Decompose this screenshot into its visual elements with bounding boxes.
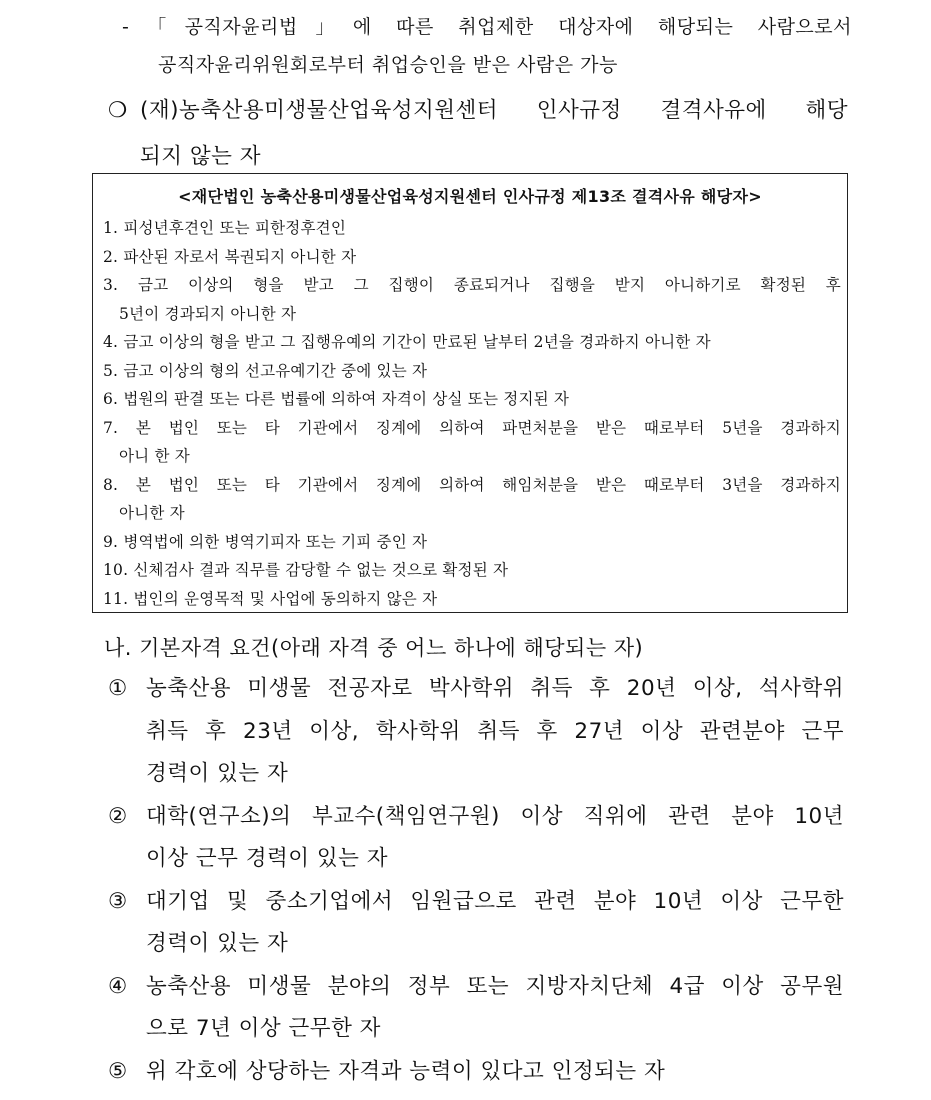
list-item — [103, 585, 841, 614]
requirement-line: 이상 근무 경력이 있는 자 — [146, 846, 389, 871]
list-item — [103, 385, 841, 414]
criterion-line-2: 되지 않는 자 — [140, 144, 262, 169]
list-item-text: 1. 피성년후견인 또는 피한정후견인 — [103, 219, 346, 237]
list-item — [103, 271, 841, 328]
requirement-line: 취득 후 23년 이상, 학사학위 취득 후 27년 이상 관련분야 근무 — [146, 718, 844, 744]
list-item-text: 3. 금고 이상의 형을 받고 그 집행이 종료되거나 집행을 받지 아니하기로 확정된 후 — [103, 276, 841, 294]
requirement-number: ② — [108, 803, 128, 829]
list-item-continuation: 아니 한 자 — [119, 447, 190, 465]
requirement-line: 대기업 및 중소기업에서 임원급으로 관련 분야 10년 이상 근무한 — [146, 888, 844, 914]
requirement-item — [108, 966, 844, 1051]
requirement-line: 위 각호에 상당하는 자격과 능력이 있다고 인정되는 자 — [146, 1058, 666, 1084]
list-item-text: 11. 법인의 운영목적 및 사업에 동의하지 않은 자 — [103, 589, 438, 608]
list-item-text: 2. 파산된 자로서 복권되지 아니한 자 — [103, 247, 357, 266]
list-item — [103, 357, 841, 386]
requirements-list — [108, 668, 844, 1093]
requirement-number: ① — [108, 676, 128, 701]
requirement-line: 농축산용 미생물 전공자로 박사학위 취득 후 20년 이상, 석사학위 — [146, 676, 844, 701]
section-heading: 나. 기본자격 요건(아래 자격 중 어느 하나에 해당되는 자) — [104, 636, 644, 660]
list-item — [103, 414, 841, 471]
requirement-line: 경력이 있는 자 — [146, 931, 289, 956]
list-item-text: 10. 신체검사 결과 직무를 감당할 수 없는 것으로 확정된 자 — [103, 561, 509, 579]
requirement-item — [108, 1051, 844, 1094]
requirement-line: 경력이 있는 자 — [146, 761, 289, 786]
list-item — [103, 214, 841, 243]
list-item-continuation: 아니한 자 — [119, 504, 185, 522]
requirement-line: 대학(연구소)의 부교수(책임연구원) 이상 직위에 관련 분야 10년 — [146, 803, 844, 829]
list-item-text: 6. 법원의 판결 또는 다른 법률에 의하여 자격이 상실 또는 정지된 자 — [103, 390, 570, 408]
requirement-number: ③ — [108, 888, 128, 914]
criterion-line-1: (재)농축산용미생물산업육성지원센터 인사규정 결격사유에 해당 — [140, 98, 848, 123]
list-item — [103, 243, 841, 272]
list-item-text: 5. 금고 이상의 형의 선고유예기간 중에 있는 자 — [103, 361, 428, 380]
requirement-line: 으로 7년 이상 근무한 자 — [146, 1016, 381, 1041]
requirement-item — [108, 881, 844, 966]
note-line-2: 공직자윤리위원회로부터 취업승인을 받은 사람은 가능 — [158, 54, 618, 76]
requirement-number: ④ — [108, 973, 128, 999]
list-item — [103, 471, 841, 528]
requirement-line: 농축산용 미생물 분야의 정부 또는 지방자치단체 4급 이상 공무원 — [146, 973, 844, 999]
list-item — [103, 556, 841, 585]
disqualification-list — [103, 214, 841, 613]
note-line-1: -「공직자윤리법」에 따른 취업제한 대상자에 해당되는 사람으로서 — [122, 16, 852, 38]
list-item-text: 7. 본 법인 또는 타 기관에서 징계에 의하여 파면처분을 받은 때로부터 5년을 경과하지 — [103, 418, 841, 437]
box-title: <재단법인 농축산용미생물산업육성지원센터 인사규정 제13조 결격사유 해당자> — [178, 187, 762, 206]
list-item — [103, 528, 841, 557]
disqualification-box — [92, 173, 848, 613]
requirement-item — [108, 796, 844, 881]
requirement-item — [108, 668, 844, 796]
circle-bullet-icon: ❍ — [108, 98, 128, 123]
list-item — [103, 328, 841, 357]
requirement-number: ⑤ — [108, 1058, 128, 1084]
list-item-continuation: 5년이 경과되지 아니한 자 — [119, 304, 297, 323]
disqualification-criterion — [108, 88, 848, 180]
list-item-text: 8. 본 법인 또는 타 기관에서 징계에 의하여 해임처분을 받은 때로부터 3년을 경과하지 — [103, 475, 841, 494]
employment-restriction-note — [122, 8, 852, 84]
list-item-text: 9. 병역법에 의한 병역기피자 또는 기피 중인 자 — [103, 532, 428, 551]
list-item-text: 4. 금고 이상의 형을 받고 그 집행유예의 기간이 만료된 날부터 2년을 경과하지 아니한 자 — [103, 333, 711, 351]
